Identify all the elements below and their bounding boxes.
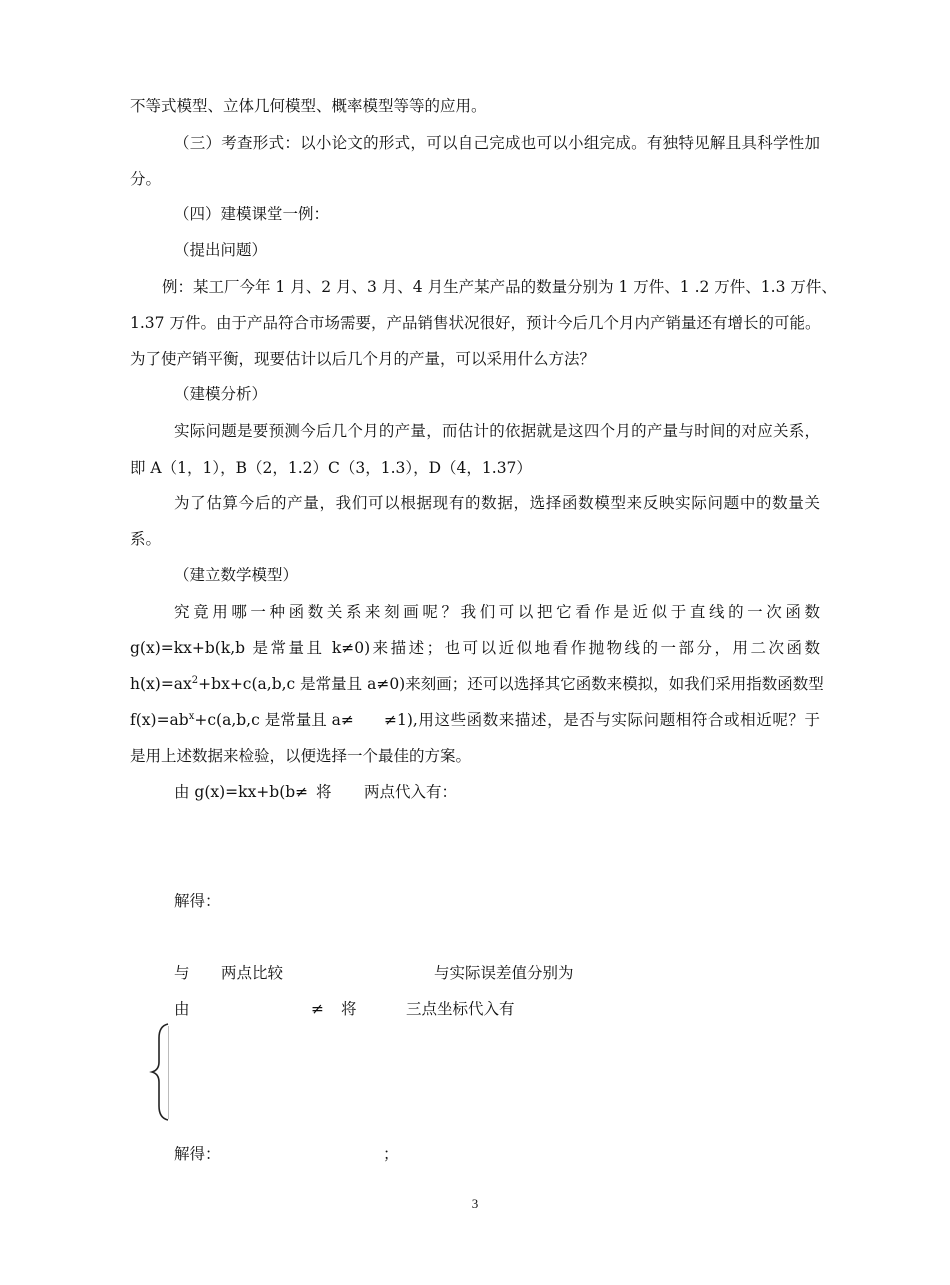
text-line: g(x)=kx+b(k,b 是常量且 k≠0)来描述；也可以近似地看作抛物线的一部分，用二次函数 <box>130 639 820 657</box>
page-number: 3 <box>471 1196 479 1211</box>
text-line: 为了使产销平衡，现要估计以后几个月的产量，可以采用什么方法？ <box>130 350 596 368</box>
text-line: 将 <box>316 783 332 801</box>
exponent: x <box>188 711 195 722</box>
text-line: 解得： <box>174 1145 221 1163</box>
text-line <box>130 674 824 694</box>
text-line: 解得： <box>174 892 221 910</box>
formula-h-rest: +bx+c(a,b,c 是常量且 a≠0)来刻画；还可以选择其它函数来模拟，如我们采用指数函数型 <box>198 675 824 693</box>
text-line: ≠1),用这些函数来描述，是否与实际问题相符合或相近呢？于 <box>384 711 820 729</box>
text-line: 是用上述数据来检验，以便选择一个最佳的方案。 <box>130 747 472 765</box>
formula-f-rest: +c(a,b,c 是常量且 a≠ <box>194 711 354 729</box>
exponent: 2 <box>191 675 199 686</box>
text-line: 实际问题是要预测今后几个月的产量，而估计的依据就是这四个月的产量与时间的对应关系， <box>174 422 820 440</box>
text-line: ≠ <box>311 1000 324 1018</box>
equation-system-divider <box>168 1026 169 1119</box>
text-line: （三）考查形式：以小论文的形式，可以自己完成也可以小组完成。有独特见解且具科学性加 <box>174 134 820 152</box>
section-heading: （四）建模课堂一例： <box>174 205 330 223</box>
text-line: 两点代入有： <box>364 783 458 801</box>
text-line: ； <box>383 1145 399 1163</box>
section-heading: （建立数学模型） <box>174 566 299 584</box>
text-line <box>130 710 354 730</box>
text-line: 为了估算今后的产量，我们可以根据现有的数据，选择函数模型来反映实际问题中的数量关 <box>174 494 820 512</box>
text-line: 与实际误差值分别为 <box>434 964 574 982</box>
section-heading: （建模分析） <box>174 385 268 403</box>
section-heading: （提出问题） <box>174 241 268 259</box>
text-line: 分。 <box>130 170 162 188</box>
text-line: 三点坐标代入有 <box>406 1000 515 1018</box>
formula-f: f(x)=ab <box>130 711 189 729</box>
formula-h: h(x)=ax <box>130 675 192 693</box>
text-line: 由 <box>174 1000 190 1018</box>
text-line: 1.37 万件。由于产品符合市场需要，产品销售状况很好，预计今后几个月内产销量还有增长的可能。 <box>130 314 821 332</box>
text-line: 究竟用哪一种函数关系来刻画呢？我们可以把它看作是近似于直线的一次函数 <box>174 603 820 621</box>
text-line: 两点比较 <box>221 964 284 982</box>
text-line: 将 <box>341 1000 357 1018</box>
text-line: 与 <box>174 964 190 982</box>
text-line: 系。 <box>130 530 162 548</box>
text-line: 由 g(x)=kx+b(b≠ <box>174 783 309 801</box>
text-line: 不等式模型、立体几何模型、概率模型等等的应用。 <box>130 97 487 115</box>
text-line: 例：某工厂今年 1 月、2 月、3 月、4 月生产某产品的数量分别为 1 万件、1 .2 万件、1.3 万件、 <box>162 278 837 296</box>
text-line: 即 A（1，1），B（2，1.2）C（3，1.3），D（4，1.37） <box>130 459 532 477</box>
